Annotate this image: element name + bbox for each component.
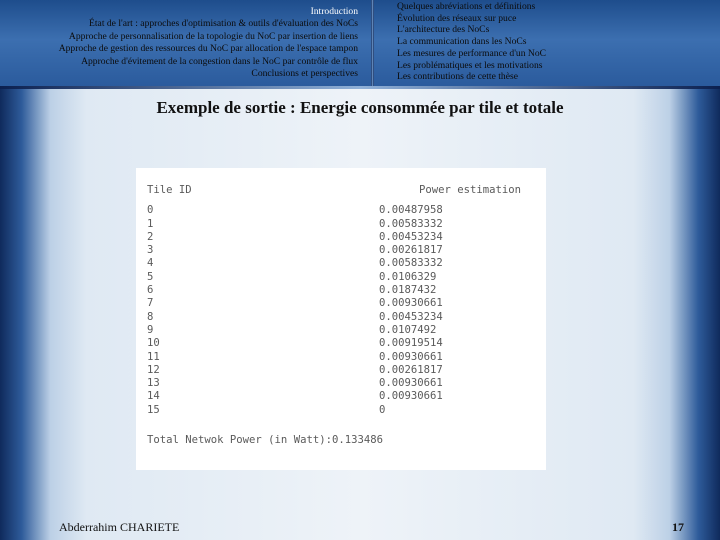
table-row: [147, 284, 546, 297]
outline-nav-right: [397, 1, 697, 87]
nav-item-topology-customization[interactable]: Approche de personnalisation de la topologie du NoC par insertion de liens: [68, 30, 358, 42]
power-value-cell: 0.0106329: [379, 270, 437, 283]
table-row: [147, 231, 546, 244]
table-body: [147, 204, 546, 417]
tile-id-cell: 4: [147, 257, 154, 270]
power-value-cell: 0.00930661: [379, 350, 443, 363]
power-value-cell: 0: [379, 403, 386, 416]
table-row: [147, 257, 546, 270]
power-value-cell: 0.00930661: [379, 377, 443, 390]
table-row: [147, 404, 546, 417]
page-number: 17: [672, 520, 684, 534]
tile-id-cell: 3: [147, 244, 154, 257]
table-row: [147, 311, 546, 324]
nav-item-motivations[interactable]: Les problématiques et les motivations: [397, 59, 543, 71]
table-row: [147, 351, 546, 364]
total-power: Total Netwok Power (in Watt):0.133486: [147, 434, 383, 447]
header-rule: [0, 86, 720, 89]
tile-id-cell: 9: [147, 323, 154, 336]
table-row: [147, 204, 546, 217]
tile-id-cell: 2: [147, 230, 154, 243]
tile-id-cell: 13: [147, 377, 160, 390]
table-row: [147, 324, 546, 337]
table-row: [147, 297, 546, 310]
nav-item-noc-communication[interactable]: La communication dans les NoCs: [397, 36, 527, 48]
author-name: Abderrahim CHARIETE: [59, 520, 180, 534]
tile-id-cell: 12: [147, 363, 160, 376]
header-band: [0, 0, 720, 88]
table-header: [147, 184, 546, 197]
nav-divider: [371, 0, 374, 88]
tile-id-cell: 8: [147, 310, 154, 323]
tile-id-cell: 11: [147, 350, 160, 363]
tile-id-cell: 15: [147, 403, 160, 416]
column-header-tile-id: Tile ID: [147, 184, 192, 196]
nav-item-contributions[interactable]: Les contributions de cette thèse: [397, 71, 518, 83]
table-row: [147, 390, 546, 403]
power-value-cell: 0.00930661: [379, 390, 443, 403]
table-row: [147, 218, 546, 231]
table-row: [147, 244, 546, 257]
power-value-cell: 0.00930661: [379, 297, 443, 310]
tile-id-cell: 7: [147, 297, 154, 310]
slide-title: Exemple de sortie : Energie consommée par tile et totale: [156, 98, 564, 117]
power-value-cell: 0.0187432: [379, 284, 437, 297]
tile-id-cell: 14: [147, 390, 160, 403]
table-row: [147, 337, 546, 350]
column-header-power: Power estimation: [419, 184, 522, 196]
nav-item-buffer-allocation[interactable]: Approche de gestion des ressources du NoC par allocation de l'espace tampon: [58, 43, 358, 55]
tile-id-cell: 0: [147, 204, 154, 217]
nav-item-abbreviations[interactable]: Quelques abréviations et définitions: [397, 1, 536, 12]
nav-item-noc-evolution[interactable]: Évolution des réseaux sur puce: [397, 12, 517, 24]
tile-id-cell: 10: [147, 337, 160, 350]
tile-id-cell: 6: [147, 284, 154, 297]
power-output-screenshot: [136, 168, 546, 470]
power-value-cell: 0.00487958: [379, 204, 443, 217]
nav-item-state-of-art[interactable]: État de l'art : approches d'optimisation & outils d'évaluation des NoCs: [89, 18, 358, 30]
tile-id-cell: 5: [147, 270, 154, 283]
power-value-cell: 0.00261817: [379, 244, 443, 257]
nav-item-noc-architecture[interactable]: L'architecture des NoCs: [397, 24, 490, 36]
power-value-cell: 0.00919514: [379, 337, 443, 350]
table-row: [147, 271, 546, 284]
power-value-cell: 0.00583332: [379, 257, 443, 270]
power-value-cell: 0.00583332: [379, 217, 443, 230]
power-value-cell: 0.0107492: [379, 323, 437, 336]
nav-item-performance-metrics[interactable]: Les mesures de performance d'un NoC: [397, 47, 547, 59]
nav-item-introduction[interactable]: Introduction: [310, 6, 358, 17]
outline-nav-left: [0, 6, 362, 86]
tile-id-cell: 1: [147, 217, 154, 230]
power-value-cell: 0.00261817: [379, 363, 443, 376]
nav-item-conclusions[interactable]: Conclusions et perspectives: [251, 68, 358, 80]
table-row: [147, 364, 546, 377]
table-row: [147, 377, 546, 390]
nav-item-congestion-avoidance[interactable]: Approche d'évitement de la congestion dans le NoC par contrôle de flux: [81, 55, 358, 67]
power-value-cell: 0.00453234: [379, 230, 443, 243]
power-value-cell: 0.00453234: [379, 310, 443, 323]
